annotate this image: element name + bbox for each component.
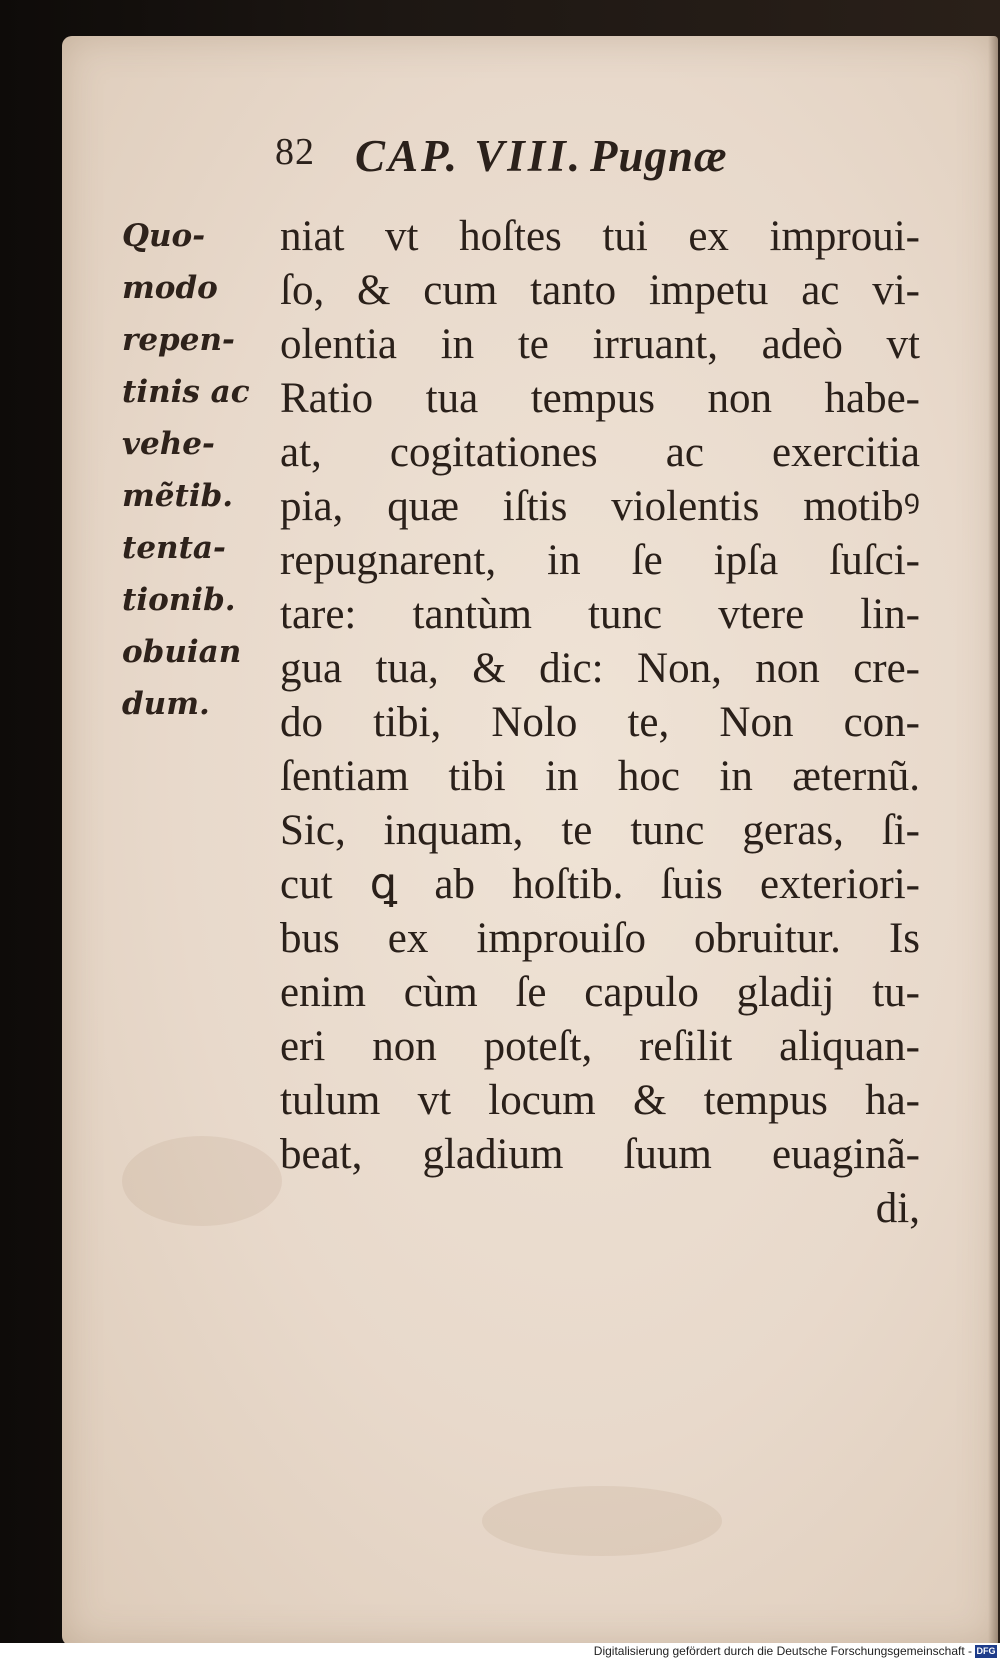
funding-credit: Digitalisierung gefördert durch die Deutsche Forschungsgemeinschaft - — [593, 1644, 972, 1658]
text-line: Sic, inquam, te tunc geras, ſi- — [280, 807, 920, 854]
text-line: bus ex improuiſo obruitur. Is — [280, 915, 920, 962]
text-line: eri non poteſt, reſilit aliquan- — [280, 1023, 920, 1070]
running-header — [275, 130, 895, 200]
text-line: gua tua, & dic: Non, non cre- — [280, 645, 920, 692]
text-line: tare: tantùm tunc vtere lin- — [280, 591, 920, 638]
text-line: beat, gladium ſuum euaginã- — [280, 1131, 920, 1178]
marginal-note-line: vehe- — [122, 426, 215, 462]
text-line: Ratio tua tempus non habe- — [280, 375, 920, 422]
marginal-note-line: tinis ac — [122, 374, 250, 410]
chapter-heading: CAP. VIII. — [355, 131, 584, 181]
text-line: cut ꝗ ab hoſtib. ſuis exteriori- — [280, 861, 920, 908]
page-edge-shadow — [988, 36, 998, 1646]
marginal-note-line: obuian — [122, 634, 242, 670]
text-line: at, cogitationes ac exercitia — [280, 429, 920, 476]
marginal-note-line: tionib. — [122, 582, 236, 618]
text-line: ſentiam tibi in hoc in æternũ. — [280, 753, 920, 800]
paper-stain — [122, 1136, 282, 1226]
marginal-note-line: repen- — [122, 322, 235, 358]
text-line: niat vt hoſtes tui ex improui- — [280, 213, 920, 260]
text-line: ſo, & cum tanto impetu ac vi- — [280, 267, 920, 314]
running-title: Pugnæ — [590, 131, 728, 181]
body-text — [280, 210, 920, 1236]
marginal-note-line: mẽtib. — [122, 478, 234, 514]
marginal-note-line: dum. — [122, 686, 210, 722]
marginal-note-line: modo — [122, 270, 218, 306]
text-line: do tibi, Nolo te, Non con- — [280, 699, 920, 746]
marginal-note-line: tenta- — [122, 530, 226, 566]
text-line: olentia in te irruant, adeò vt — [280, 321, 920, 368]
dfg-logo[interactable]: DFG — [976, 1646, 996, 1656]
text-line: pia, quæ iſtis violentis motibꝰ — [280, 483, 920, 530]
page-number: 82 — [275, 131, 315, 173]
text-line: repugnarent, in ſe ipſa ſuſci- — [280, 537, 920, 584]
text-line: enim cùm ſe capulo gladij tu- — [280, 969, 920, 1016]
catchword: di, — [875, 1185, 920, 1232]
marginal-note-line: Quo- — [122, 218, 206, 254]
paper-stain — [482, 1486, 722, 1556]
digitization-footer — [0, 1643, 1000, 1661]
marginal-note — [122, 210, 252, 730]
text-line: tulum vt locum & tempus ha- — [280, 1077, 920, 1124]
